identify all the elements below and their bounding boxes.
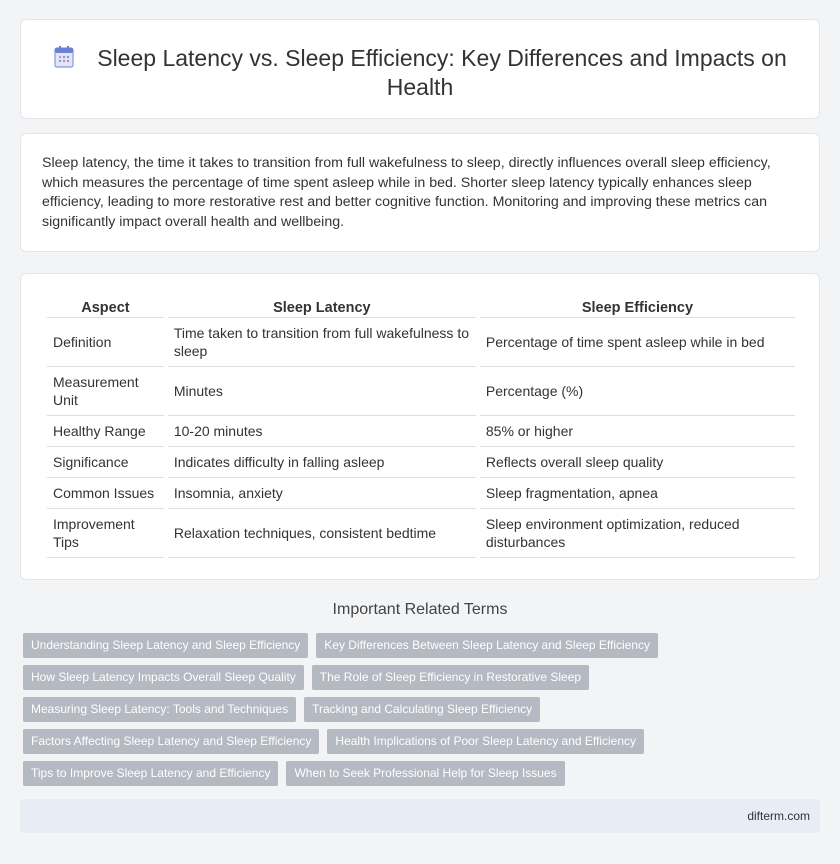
related-terms-title: Important Related Terms	[332, 601, 508, 618]
tag-row	[23, 633, 823, 665]
related-term-link[interactable]: Health Implications of Poor Sleep Latency and Efficiency	[327, 729, 644, 754]
table-header-cell: Sleep Latency	[168, 296, 476, 318]
tag-row	[23, 697, 823, 729]
table-cell: Insomnia, anxiety	[168, 478, 476, 509]
related-term-link[interactable]: Measuring Sleep Latency: Tools and Techniques	[23, 697, 296, 722]
related-term-link[interactable]: Understanding Sleep Latency and Sleep Efficiency	[23, 633, 308, 658]
table-cell: Significance	[47, 447, 164, 478]
table-cell: 10-20 minutes	[168, 416, 476, 447]
table-header-cell: Aspect	[47, 296, 164, 318]
comparison-table	[43, 296, 799, 558]
table-cell: 85% or higher	[480, 416, 795, 447]
related-term-link[interactable]: Factors Affecting Sleep Latency and Sleep Efficiency	[23, 729, 319, 754]
table-cell: Percentage of time spent asleep while in bed	[480, 318, 795, 367]
table-cell: Relaxation techniques, consistent bedtime	[168, 509, 476, 558]
table-header-cell: Sleep Efficiency	[480, 296, 795, 318]
related-terms-list	[23, 633, 823, 793]
related-term-link[interactable]: How Sleep Latency Impacts Overall Sleep Quality	[23, 665, 304, 690]
related-term-link[interactable]: The Role of Sleep Efficiency in Restorative Sleep	[312, 665, 589, 690]
table-cell: Common Issues	[47, 478, 164, 509]
tag-row	[23, 761, 823, 793]
summary-text: Sleep latency, the time it takes to transition from full wakefulness to sleep, directly influences overall sleep efficiency, which measures the percentage of time spent asleep while in bed. Shorter sleep latency typically enhances sleep efficiency, leading to more restorative rest and better cognitive function. Monitoring and improving these metrics can significantly impact overall health and wellbeing.	[42, 155, 771, 230]
table-row	[47, 318, 795, 367]
table-cell: Measurement Unit	[47, 367, 164, 416]
footer	[20, 799, 820, 833]
related-term-link[interactable]: Tracking and Calculating Sleep Efficiency	[304, 697, 540, 722]
table-cell: Percentage (%)	[480, 367, 795, 416]
table-cell: Improvement Tips	[47, 509, 164, 558]
related-term-link[interactable]: When to Seek Professional Help for Sleep Issues	[286, 761, 564, 786]
summary-card	[20, 133, 820, 252]
table-row	[47, 416, 795, 447]
table-row	[47, 509, 795, 558]
table-cell: Time taken to transition from full wakefulness to sleep	[168, 318, 476, 367]
table-cell: Reflects overall sleep quality	[480, 447, 795, 478]
calendar-icon	[53, 45, 75, 69]
table-cell: Sleep environment optimization, reduced disturbances	[480, 509, 795, 558]
table-cell: Indicates difficulty in falling asleep	[168, 447, 476, 478]
table-row	[47, 478, 795, 509]
table-cell: Healthy Range	[47, 416, 164, 447]
comparison-table-card	[20, 273, 820, 580]
table-cell: Sleep fragmentation, apnea	[480, 478, 795, 509]
related-term-link[interactable]: Tips to Improve Sleep Latency and Efficiency	[23, 761, 278, 786]
page-title: Sleep Latency vs. Sleep Efficiency: Key Differences and Impacts on Health	[97, 45, 787, 100]
table-header-row	[47, 296, 795, 318]
related-term-link[interactable]: Key Differences Between Sleep Latency and Sleep Efficiency	[316, 633, 658, 658]
tag-row	[23, 665, 823, 697]
page-title-wrap	[21, 44, 819, 102]
table-cell: Definition	[47, 318, 164, 367]
table-row	[47, 367, 795, 416]
tag-row	[23, 729, 823, 761]
footer-site-link[interactable]: difterm.com	[747, 809, 810, 823]
table-cell: Minutes	[168, 367, 476, 416]
header-card	[20, 19, 820, 119]
table-row	[47, 447, 795, 478]
